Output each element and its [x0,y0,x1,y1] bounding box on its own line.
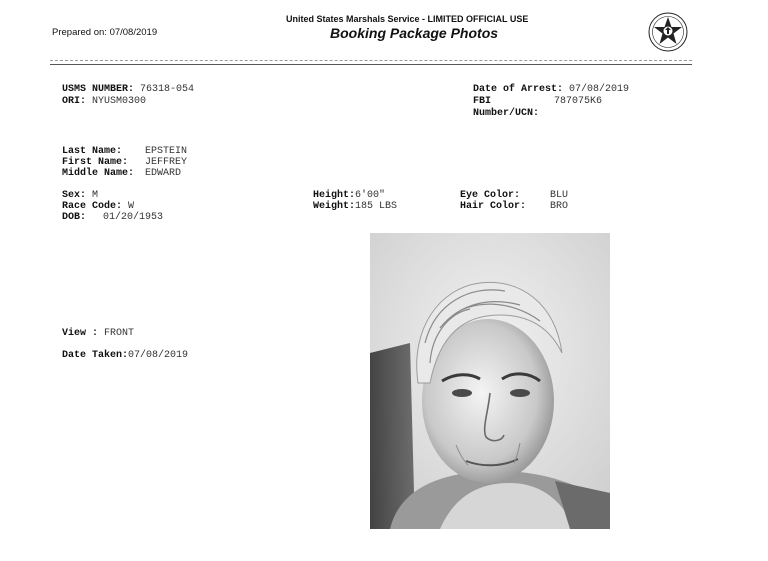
hair-color-value: BRO [550,201,569,212]
usms-number-row [62,84,194,95]
date-taken-label: Date Taken: [62,350,129,361]
eye-color-label: Eye Color: [460,190,521,201]
last-name-value: EPSTEIN [145,146,188,157]
view-label: View : [62,328,99,339]
middle-name-value: EDWARD [145,168,182,179]
weight-value: 185 LBS [355,201,398,212]
last-name-label: Last Name: [62,146,123,157]
ori-value: NYUSM0300 [92,96,147,107]
middle-name-label: Middle Name: [62,168,135,179]
sex-label: Sex: [62,190,87,201]
agency-header: United States Marshals Service - LIMITED OFFICIAL USE [286,14,529,24]
view-row [62,328,134,339]
usms-seal-icon [648,12,688,52]
arrest-date-row [473,84,629,95]
date-taken-value: 07/08/2019 [128,350,189,361]
first-name-label: First Name: [62,157,129,168]
weight-row [313,201,397,212]
dob-value: 01/20/1953 [103,212,164,223]
date-taken-row [62,350,188,361]
booking-photo-image [370,233,610,529]
prepared-on-date: Prepared on: 07/08/2019 [52,27,158,38]
sex-value: M [92,190,99,201]
first-name-value: JEFFREY [145,157,188,168]
header-divider [50,64,692,65]
view-value: FRONT [104,328,135,339]
eye-color-value: BLU [550,190,569,201]
fbi-label-ucn: Number/UCN: [473,108,540,119]
fbi-value: 787075K6 [554,96,603,107]
sex-row [62,190,98,201]
header-divider-dashed [50,60,692,61]
page-title: Booking Package Photos [330,25,499,41]
arrest-date-value: 07/08/2019 [569,84,630,95]
height-row [313,190,385,201]
dob-label: DOB: [62,212,87,223]
race-label: Race Code: [62,201,123,212]
hair-color-label: Hair Color: [460,201,527,212]
ori-label: ORI: [62,96,87,107]
race-value: W [128,201,135,212]
height-value: 6'00" [355,190,386,201]
booking-photo [370,233,610,529]
usms-number-value: 76318-054 [140,84,195,95]
weight-label: Weight: [313,201,356,212]
fbi-label: FBI [473,96,492,107]
ori-row [62,96,146,107]
race-row [62,201,134,212]
usms-number-label: USMS NUMBER: [62,84,135,95]
arrest-date-label: Date of Arrest: [473,84,564,95]
height-label: Height: [313,190,356,201]
